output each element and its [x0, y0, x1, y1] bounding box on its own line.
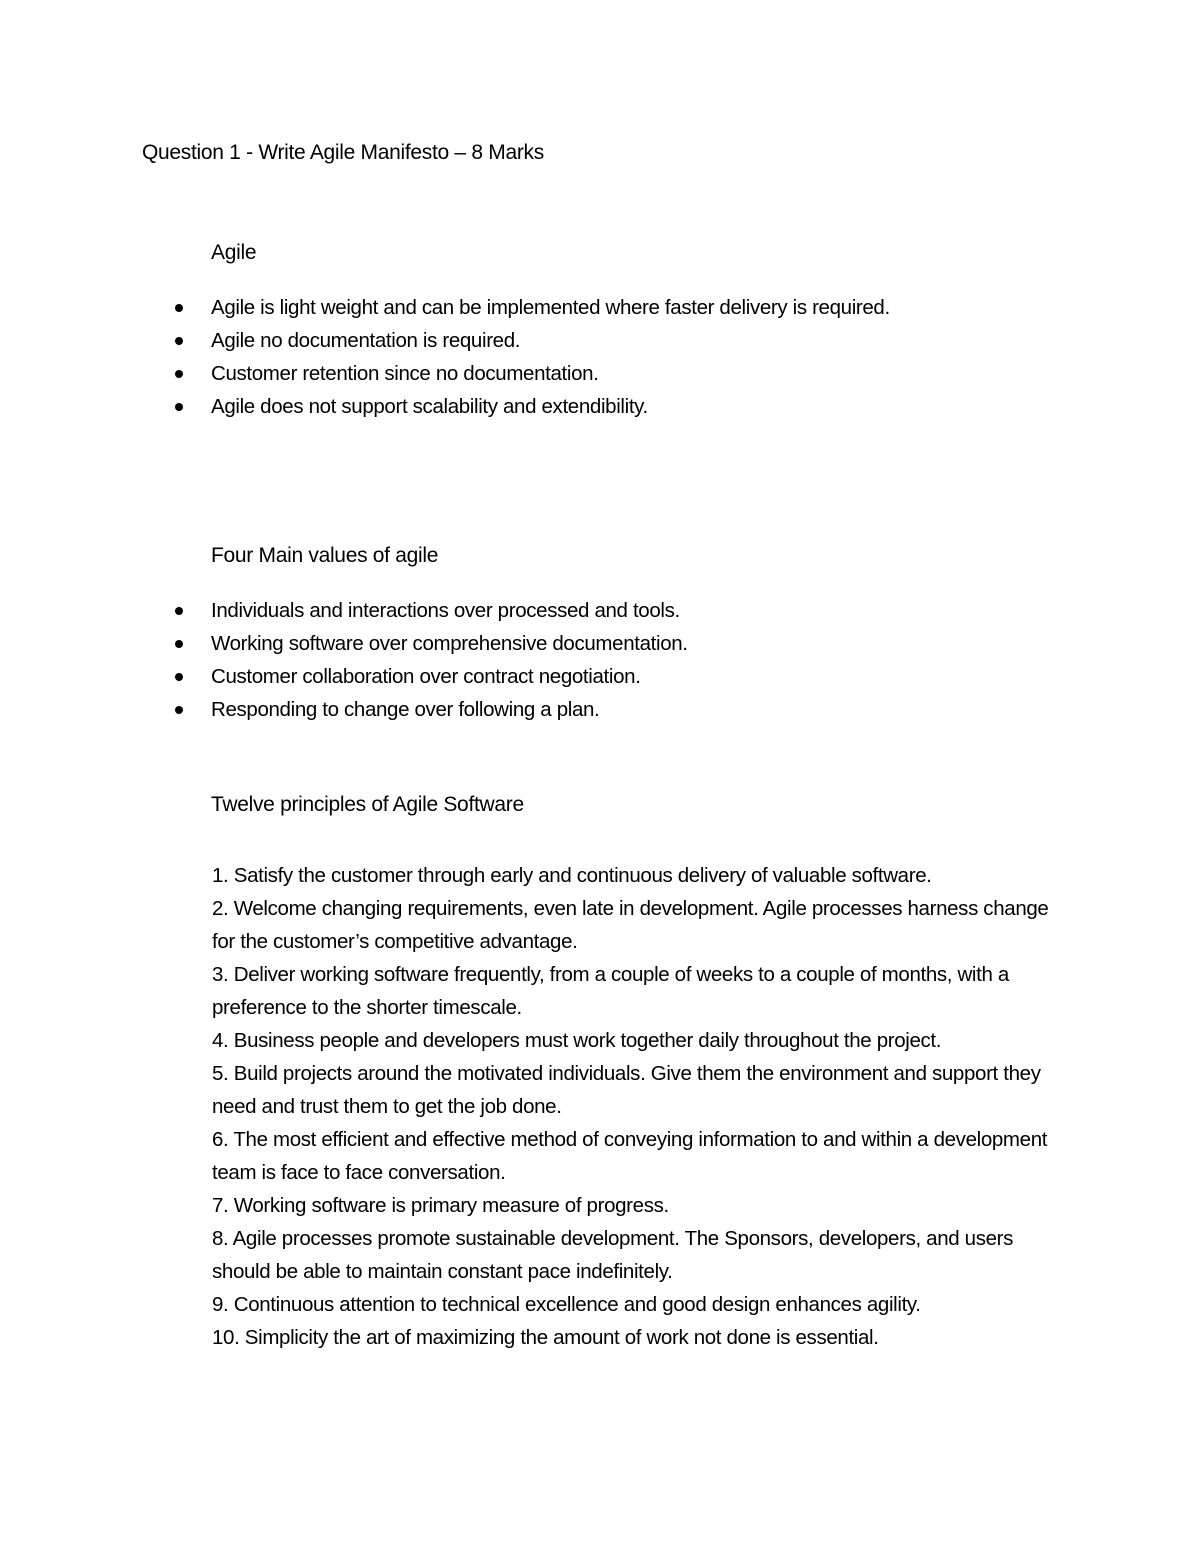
bullet-icon [175, 337, 183, 345]
principle-item: 4. Business people and developers must work together daily throughout the project. [212, 1029, 942, 1052]
bullet-icon [175, 640, 183, 648]
bullet-icon [175, 607, 183, 615]
principles-list [212, 859, 1072, 1354]
bullet-icon [175, 370, 183, 378]
principle-item: 10. Simplicity the art of maximizing the amount of work not done is essential. [212, 1326, 879, 1349]
values-list [170, 594, 688, 726]
bullet-icon [175, 403, 183, 411]
list-item [170, 693, 688, 726]
values-heading: Four Main values of agile [211, 544, 439, 567]
principle-item: 8. Agile processes promote sustainable development. The Sponsors, developers, and users should be able to maintain constant pace indefinitely. [212, 1227, 1014, 1283]
list-item [170, 390, 890, 423]
list-item [170, 627, 688, 660]
list-item-text: Responding to change over following a plan. [211, 698, 600, 721]
list-item [170, 291, 890, 324]
principle-item: 9. Continuous attention to technical excellence and good design enhances agility. [212, 1293, 921, 1316]
principle-item: 2. Welcome changing requirements, even late in development. Agile processes harness change for the customer’s competitive advantage. [212, 897, 1049, 953]
list-item-text: Agile does not support scalability and extendibility. [211, 395, 648, 418]
list-item [170, 357, 890, 390]
bullet-icon [175, 673, 183, 681]
principle-item: 7. Working software is primary measure of progress. [212, 1194, 669, 1217]
list-item-text: Customer retention since no documentation. [211, 362, 599, 385]
principles-heading: Twelve principles of Agile Software [211, 793, 524, 816]
list-item-text: Customer collaboration over contract negotiation. [211, 665, 641, 688]
list-item [170, 324, 890, 357]
list-item [170, 594, 688, 627]
bullet-icon [175, 304, 183, 312]
principle-item: 5. Build projects around the motivated individuals. Give them the environment and support they need and trust them to get the job done. [212, 1062, 1041, 1118]
question-title: Question 1 - Write Agile Manifesto – 8 Marks [142, 141, 544, 164]
list-item-text: Agile is light weight and can be implemented where faster delivery is required. [211, 296, 890, 319]
list-item-text: Individuals and interactions over processed and tools. [211, 599, 680, 622]
bullet-icon [175, 706, 183, 714]
list-item-text: Agile no documentation is required. [211, 329, 521, 352]
agile-list [170, 291, 890, 423]
principle-item: 3. Deliver working software frequently, from a couple of weeks to a couple of months, with a preference to the shorter timescale. [212, 963, 1009, 1019]
list-item [170, 660, 688, 693]
principle-item: 6. The most efficient and effective method of conveying information to and within a development team is face to face conversation. [212, 1128, 1048, 1184]
list-item-text: Working software over comprehensive documentation. [211, 632, 688, 655]
principle-item: 1. Satisfy the customer through early and continuous delivery of valuable software. [212, 864, 932, 887]
agile-heading: Agile [211, 241, 257, 264]
